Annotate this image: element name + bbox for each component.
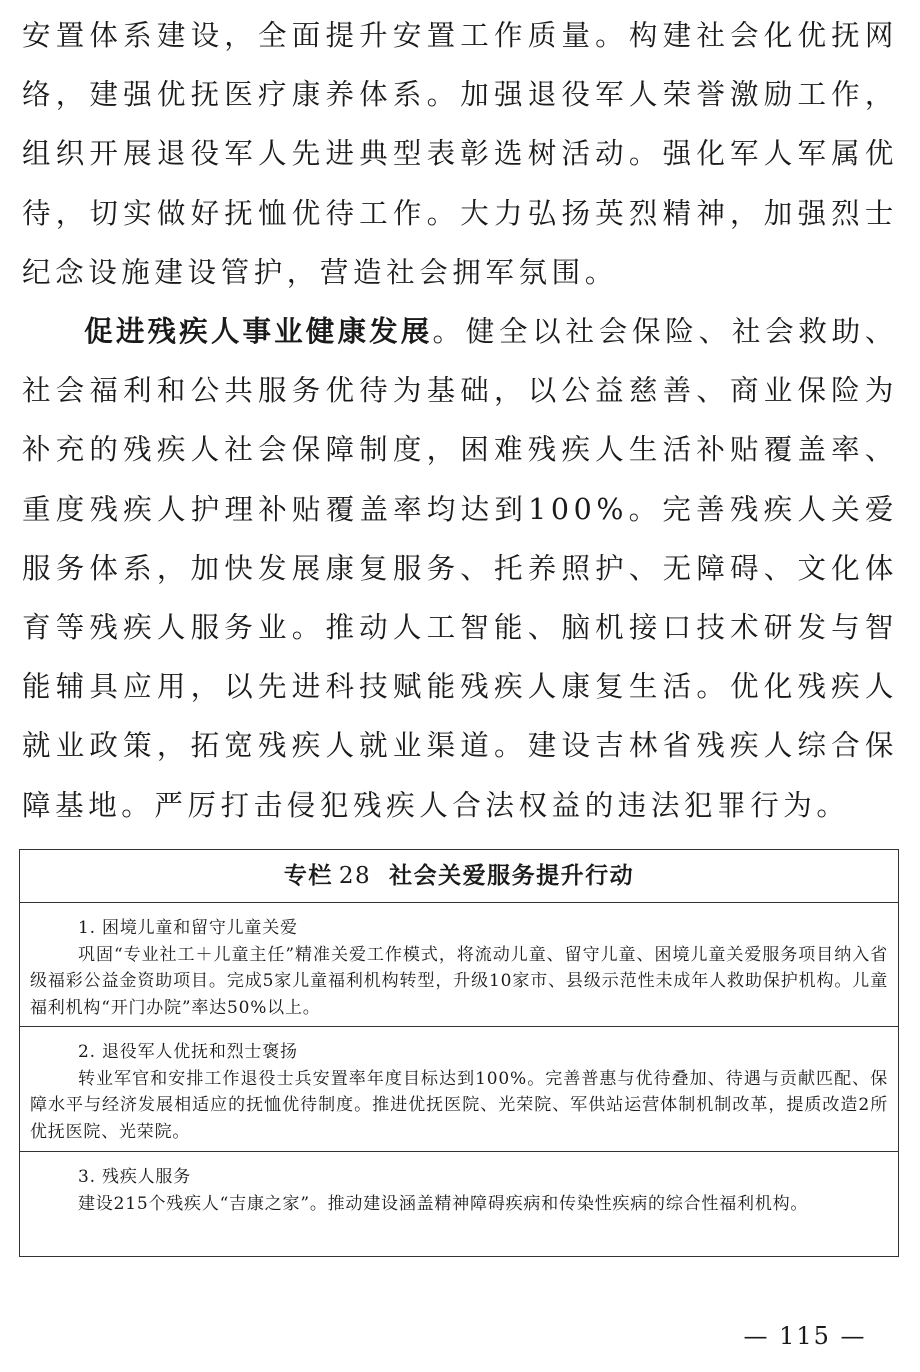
paragraph-2-text: 。健全以社会保险、社会救助、社会福利和公共服务优待为基础，以公益慈善、商业保险为补充的残疾人社会保障制度，困难残疾人生活补贴覆盖率、重度残疾人护理补贴覆盖率均达到100%。完善残疾人关爱服务体系，加快发展康复服务、托养照护、无障碍、文化体育等残疾人服务业。推动人工智能、脑机接口技术研发与智能辅具应用，以先进科技赋能残疾人康复生活。优化残疾人就业政策，拓宽残疾人就业渠道。建设吉林省残疾人综合保障基地。严厉打击侵犯残疾人合法权益的违法犯罪行为。 [22,315,898,822]
column-section-3 [20,1152,898,1256]
column-box [19,849,899,1257]
column-section-1 [20,903,898,1027]
column-number: 28 [338,863,372,889]
body-paragraph-2 [22,302,898,835]
section-heading: 1. 困境儿童和留守儿童关爱 [78,918,298,938]
column-label: 专栏 [283,863,333,889]
column-title-text: 社会关爱服务提升行动 [389,863,635,889]
column-section-2 [20,1027,898,1152]
page-number: — 115 — [743,1322,867,1350]
paragraph-lead-heading: 促进残疾人事业健康发展 [84,315,433,348]
body-paragraph-1: 安置体系建设，全面提升安置工作质量。构建社会化优抚网络，建强优抚医疗康养体系。加强退役军人荣誉激励工作，组织开展退役军人先进典型表彰选树活动。强化军人军属优待，切实做好抚恤优待工作。大力弘扬英烈精神，加强烈士纪念设施建设管护，营造社会拥军氛围。 [22,19,898,289]
section-body: 建设215个残疾人“吉康之家”。推动建设涵盖精神障碍疾病和传染性疾病的综合性福利机构。 [78,1193,809,1214]
section-body: 转业军官和安排工作退役士兵安置率年度目标达到100%。完善普惠与优待叠加、待遇与贡献匹配、保障水平与经济发展相适应的抚恤优待制度。推进优抚医院、光荣院、军供站运营体制机制改革，提质改造2所优抚医院、光荣院。 [30,1068,888,1142]
section-heading: 3. 残疾人服务 [78,1167,192,1187]
section-heading: 2. 退役军人优抚和烈士褒扬 [78,1042,298,1062]
column-box-title [20,850,898,903]
section-body: 巩固“专业社工＋儿童主任”精准关爱工作模式，将流动儿童、留守儿童、困境儿童关爱服务项目纳入省级福彩公益金资助项目。完成5家儿童福利机构转型，升级10家市、县级示范性未成年人救助保护机构。儿童福利机构“开门办院”率达50%以上。 [30,944,888,1018]
